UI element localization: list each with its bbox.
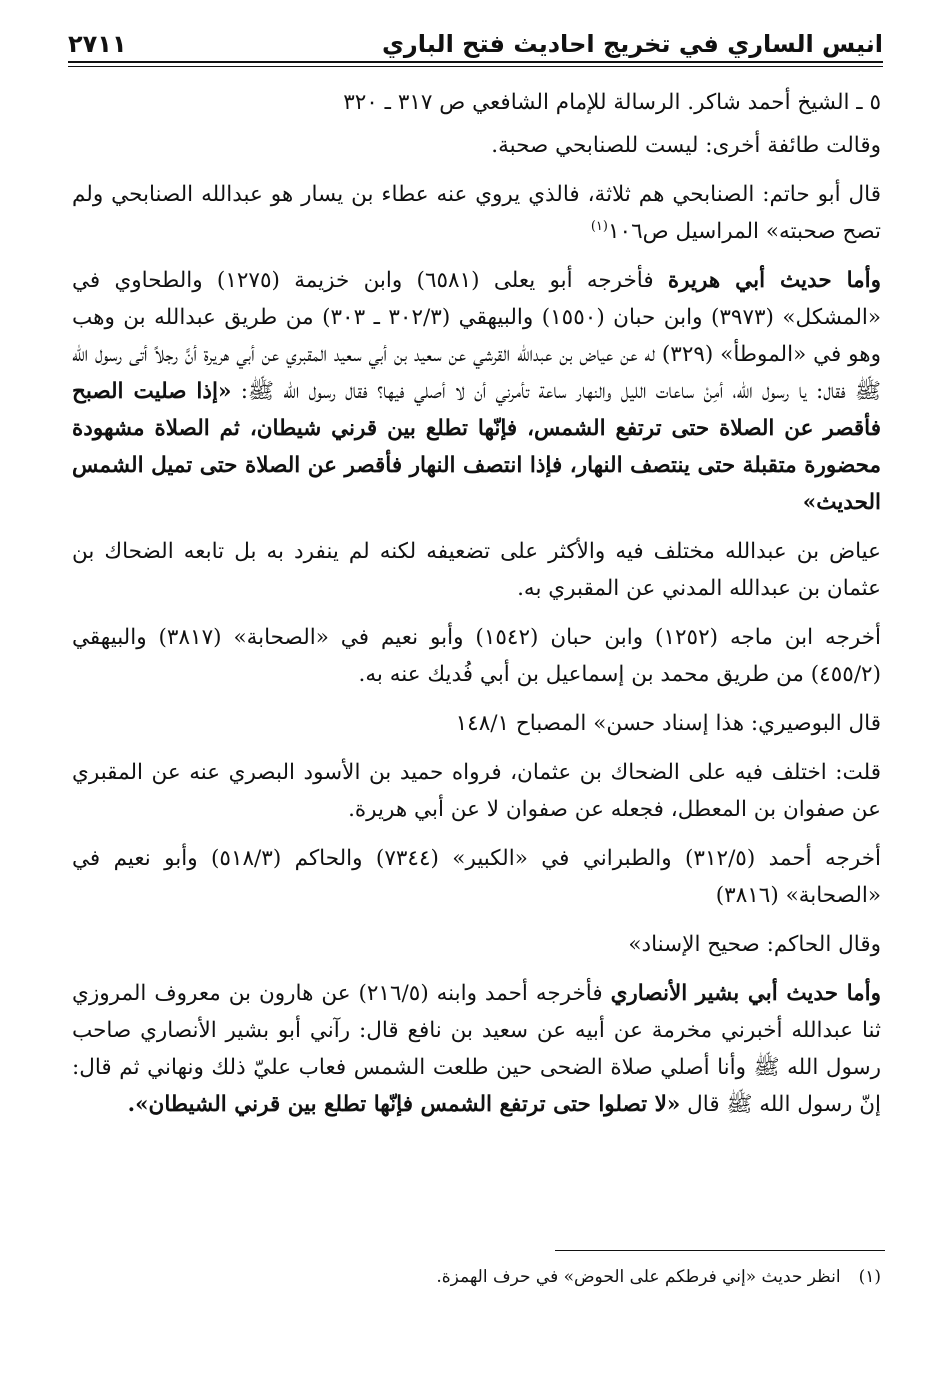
- main-text: [72, 84, 881, 1123]
- page-number: ٢٧١١: [68, 30, 127, 58]
- header-title: انيس الساري في تخريج احاديث فتح الباري: [381, 30, 883, 58]
- paragraph-abu-hurayra-hadith: [72, 262, 881, 521]
- paragraph-ibn-majah: أخرجه ابن ماجه (١٢٥٢) وابن حبان (١٥٤٢) وأبو نعيم في «الصحابة» (٣٨١٧) والبيهقي (٤٥٥/٢) من طريق محمد بن إسماعيل بن أبي فُديك عنه به.: [72, 625, 881, 687]
- footnote-number: (١): [858, 1267, 881, 1287]
- paragraph-iyad: عياض بن عبدالله مختلف فيه والأكثر على تضعيفه لكنه لم ينفرد به بل تابعه الضحاك بن عثمان بن عبدالله المدني عن المقبري به.: [72, 539, 881, 601]
- header-rule-thin: [68, 66, 883, 67]
- hadith-heading: وأما حديث أبي هريرة: [667, 268, 881, 293]
- paragraph-busiri: قال البوصيري: هذا إسناد حسن» المصباح ١٤٨/١: [455, 711, 881, 736]
- hadith-quote-2: «لا تصلوا حتى ترتفع الشمس فإنّها تطلع بين قرني الشيطان».: [127, 1092, 681, 1117]
- paragraph-hakim: وقال الحاكم: صحيح الإسناد»: [628, 932, 881, 957]
- hadith-heading-2: وأما حديث أبي بشير الأنصاري: [610, 981, 881, 1006]
- header-rule: [68, 61, 883, 63]
- paragraph-abu-hatim: [72, 176, 881, 250]
- running-header: [68, 22, 883, 58]
- paragraph-source-shakir: ٥ ـ الشيخ أحمد شاكر. الرسالة للإمام الشافعي ص ٣١٧ ـ ٣٢٠: [343, 90, 881, 115]
- footnote-rule: [555, 1250, 885, 1251]
- paragraph-ahmad: أخرجه أحمد (٣١٢/٥) والطبراني في «الكبير» (٧٣٤٤) والحاكم (٥١٨/٣) وأبو نعيم في «الصحابة» (٣٨١٦): [72, 846, 881, 908]
- footnote: [72, 1263, 881, 1291]
- abu-hatim-text: قال أبو حاتم: الصنابحي هم ثلاثة، فالذي يروي عنه عطاء بن يسار هو عبدالله الصنابحي ولم تصح صحبته» المراسيل ص١٠٦: [72, 182, 881, 244]
- hadith-quote: «إذا صليت الصبح فأقصر عن الصلاة حتى ترتفع الشمس، فإنّها تطلع بين قرني شيطان، ثم الصلاة مشهودة محضورة متقبلة حتى ينتصف النهار، فإذا انتصف النهار فأقصر عن الصلاة حتى تميل الشمس الحديث»: [72, 379, 881, 515]
- hadith-takhrij: فأخرجه أبو يعلى (٦٥٨١) وابن خزيمة (١٢٧٥) والطحاوي في «المشكل» (٣٩٧٣) وابن حبان (١٥٥٠) والبيهقي (٣٠٢/٣ ـ ٣٠٣) من طريق عبدالله بن وهب وهو في «الموطأ» (٣٢٩) له عن عياض بن عبدالله القرشي عن سعيد بن أبي سعيد المقبري عن أبي هريرة أنَّ رجلاً أتى رسول الله ﷺ فقال: يا رسول الله، أمِنْ ساعات الليل والنهار ساعة تأمرني أن لا أصلي فيها؟ فقال رسول الله ﷺ:: [72, 268, 882, 404]
- footnote-reference: (١): [590, 218, 608, 234]
- hadith-takhrij-2: فأخرجه أحمد وابنه (٢١٦/٥) عن هارون بن معروف المروزي ثنا عبدالله أخبرني مخرمة عن أبيه عن سعيد بن نافع قال: رآني أبو بشير الأنصاري صاحب رسول الله ﷺ وأنا أصلي صلاة الضحى حين طلعت الشمس فعاب عليّ ذلك ونهاني ثم قال: إنّ رسول الله ﷺ قال: [72, 981, 881, 1117]
- paragraph-abu-bashir-hadith: [72, 975, 881, 1123]
- paragraph-another-group: وقالت طائفة أخرى: ليست للصنابحي صحبة.: [491, 133, 881, 158]
- footnote-text: انظر حديث «إني فرطكم على الحوض» في حرف الهمزة.: [436, 1267, 841, 1287]
- paragraph-qultu: قلت: اختلف فيه على الضحاك بن عثمان، فرواه حميد بن الأسود البصري عنه عن المقبري عن صفوان بن المعطل، فجعله عن صفوان لا عن أبي هريرة.: [72, 760, 881, 822]
